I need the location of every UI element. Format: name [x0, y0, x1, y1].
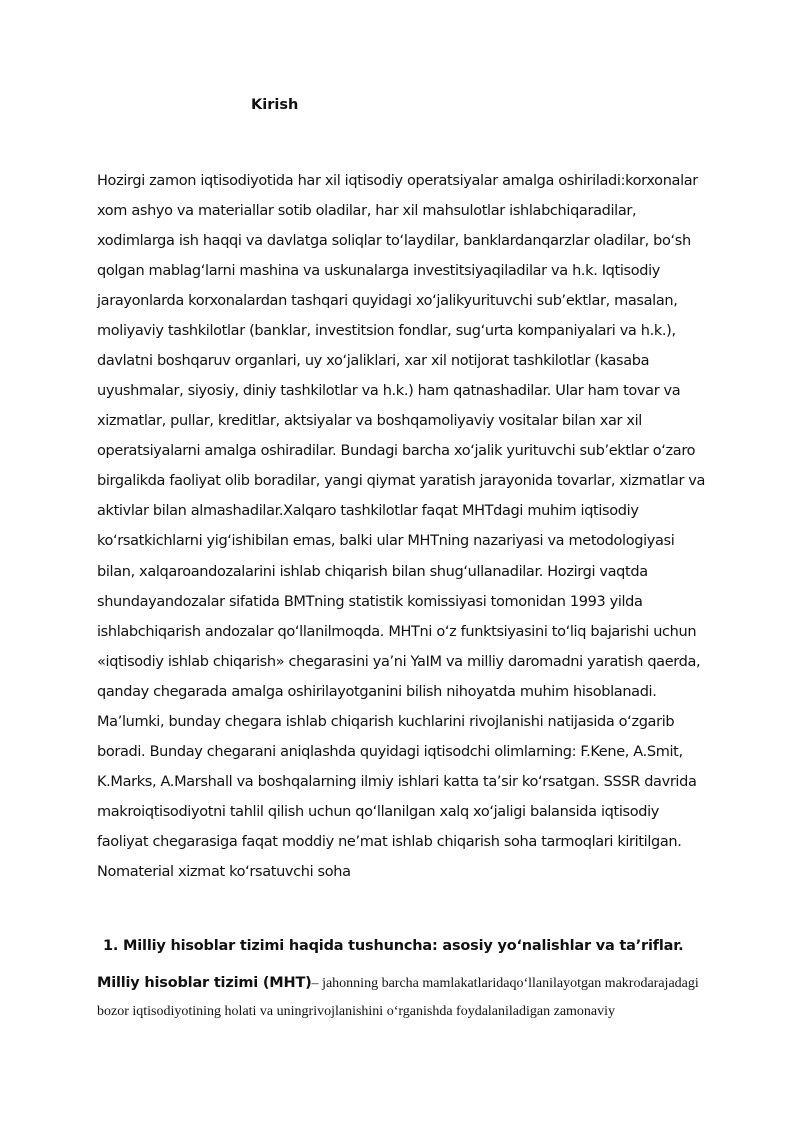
- body-line: «iqtisodiy ishlab chiqarish» chegarasini ya’ni YaIM va milliy daromadni yaratish qaerda,: [97, 654, 701, 670]
- body-line: qolgan mablag‘larni mashina va uskunalarga investitsiyaqiladilar va h.k. Iqtisodiy: [97, 263, 661, 279]
- body-line: ishlabchiqarish andozalar qo‘llanilmoqda. MHTni o‘z funktsiyasini to‘liq bajarishi uchun: [97, 624, 697, 640]
- body-line: operatsiyalarni amalga oshiradilar. Bundagi barcha xo‘jalik yurituvchi sub’ektlar o‘zaro: [97, 443, 696, 459]
- definition-line: [97, 975, 699, 992]
- section-heading: 1. Milliy hisoblar tizimi haqida tushuncha: asosiy yo‘nalishlar va ta’riflar.: [103, 938, 684, 954]
- body-line: ko‘rsatkichlarni yig‘ishibilan emas, balki ular MHTning nazariyasi va metodologiyasi: [97, 533, 675, 549]
- body-line: jarayonlarda korxonalardan tashqari quyidagi xo‘jalikyurituvchi sub’ektlar, masalan,: [97, 293, 678, 309]
- body-line: xizmatlar, pullar, kreditlar, aktsiyalar va boshqamoliyaviy vositalar bilan xar xil: [97, 413, 642, 429]
- body-line: shundayandozalar sifatida BMTning statistik komissiyasi tomonidan 1993 yilda: [97, 594, 643, 610]
- body-line: moliyaviy tashkilotlar (banklar, investitsion fondlar, sug‘urta kompaniyalari va h.k.),: [97, 323, 676, 339]
- body-line: qanday chegarada amalga oshirilayotganini bilish nihoyatda muhim hisoblanadi.: [97, 684, 657, 700]
- body-line: bilan, xalqaroandozalarini ishlab chiqarish bilan shug‘ullanadilar. Hozirgi vaqtda: [97, 564, 648, 580]
- body-line: faoliyat chegarasiga faqat moddiy ne’mat ishlab chiqarish soha tarmoqlari kiritilgan.: [97, 834, 682, 850]
- definition-text: – jahonning barcha mamlakatlaridaqo‘llanilayotgan makrodarajadagi: [311, 976, 699, 991]
- body-line: Nomaterial xizmat ko‘rsatuvchi soha: [97, 864, 351, 880]
- body-line: boradi. Bunday chegarani aniqlashda quyidagi iqtisodchi olimlarning: F.Kene, A.Smit,: [97, 744, 683, 760]
- page-title: Kirish: [251, 97, 299, 113]
- body-line: xom ashyo va materiallar sotib oladilar, har xil mahsulotlar ishlabchiqaradilar,: [97, 203, 637, 219]
- body-line: davlatni boshqaruv organlari, uy xo‘jaliklari, xar xil notijorat tashkilotlar (kasaba: [97, 353, 650, 369]
- body-line: Hozirgi zamon iqtisodiyotida har xil iqtisodiy operatsiyalar amalga oshiriladi:korxonalar: [97, 173, 698, 189]
- body-line: makroiqtisodiyotni tahlil qilish uchun qo‘llanilgan xalq xo‘jaligi balansida iqtisodiy: [97, 804, 659, 820]
- body-line: Ma’lumki, bunday chegara ishlab chiqarish kuchlarini rivojlanishi natijasida o‘zgarib: [97, 714, 675, 730]
- body-line: xodimlarga ish haqqi va davlatga soliqlar to‘laydilar, banklardanqarzlar oladilar, bo‘sh: [97, 233, 691, 249]
- body-line: uyushmalar, siyosiy, diniy tashkilotlar va h.k.) ham qatnashadilar. Ular ham tovar va: [97, 383, 681, 399]
- definition-term: Milliy hisoblar tizimi (MHT): [97, 975, 312, 991]
- definition-line: bozor iqtisodiyotining holati va uningrivojlanishini o‘rganishda foydalaniladigan zamonaviy: [97, 1004, 616, 1019]
- body-line: birgalikda faoliyat olib boradilar, yangi qiymat yaratish jarayonida tovarlar, xizmatlar va: [97, 473, 706, 489]
- body-line: aktivlar bilan almashadilar.Xalqaro tashkilotlar faqat MHTdagi muhim iqtisodiy: [97, 503, 639, 519]
- body-line: K.Marks, A.Marshall va boshqalarning ilmiy ishlari katta ta’sir ko‘rsatgan. SSSR davrida: [97, 774, 697, 790]
